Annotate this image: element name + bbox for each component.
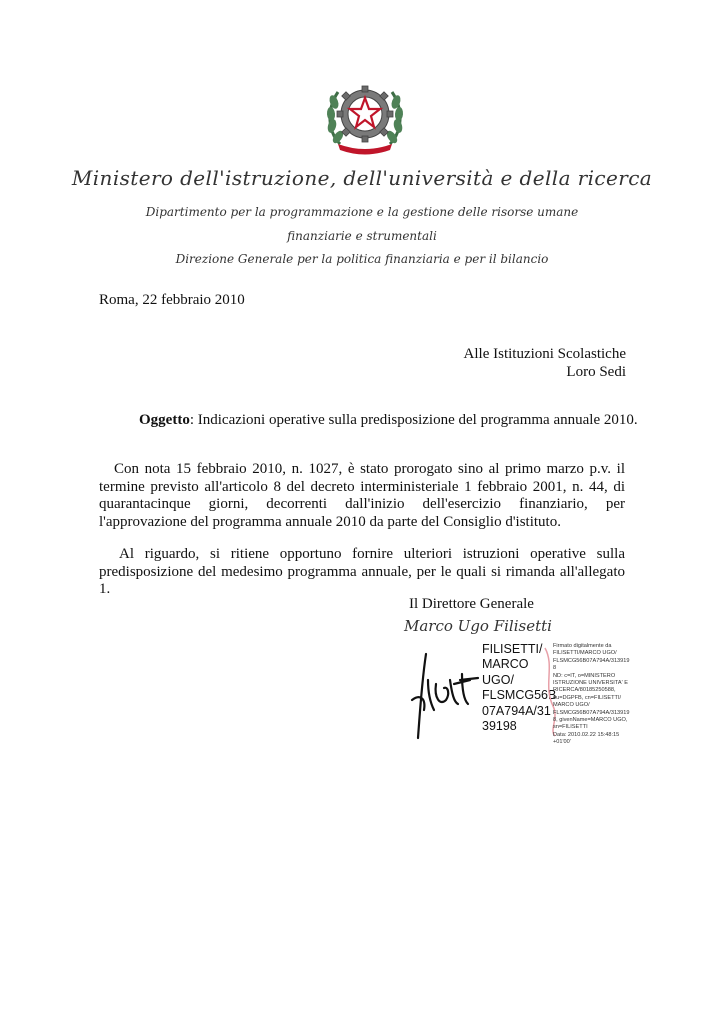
stamp-line: 07A794A/31 [482,703,551,718]
subject-text: : Indicazioni operative sulla predisposizione del programma annuale 2010. [189,412,638,428]
ministry-title: Ministero dell'istruzione, dell'università e della ricerca [71,166,653,190]
stamp-line: 39198 [482,719,517,734]
stamp-line: FILISETTI/ [482,642,543,656]
digital-line: RICERCA/80185250588, [553,687,616,694]
digital-signature-details [553,643,630,747]
digital-line: Data: 2010.02.22 15:48:15 [553,731,620,738]
recipient-line: Loro Sedi [566,364,626,380]
signatory-name: Marco Ugo Filisetti [404,617,552,635]
digital-line: ISTRUZIONE UNIVERSITA' E [553,680,628,687]
subject-line [139,412,638,429]
signatory-title: Il Direttore Generale [409,596,534,612]
directorate-name: Direzione Generale per la politica finanziaria e per il bilancio [175,252,549,266]
digital-line: FLSMCG56B07A794A/313919 [553,657,630,664]
recipient-line: Alle Istituzioni Scolastiche [463,346,626,362]
stamp-line: MARCO [482,657,529,672]
subject-label: Oggetto [139,412,190,428]
digital-line: 8 [553,665,557,672]
place-date: Roma, 22 febbraio 2010 [99,292,245,308]
stamp-line: UGO/ [482,672,514,687]
digital-line: MARCO UGO/ [553,702,590,709]
digital-line: Firmato digitalmente da [553,643,612,649]
digital-line: FLSMCG56B07A794A/313919 [553,709,630,716]
digital-line: sn=FILISETTI [553,724,588,731]
digital-line: ou=DGPFB, cn=FILISETTI/ [553,694,622,701]
recipients-block [464,345,626,381]
digital-line: 8, givenName=MARCO UGO, [553,717,628,724]
digital-line: ND: c=IT, o=MINISTERO [553,672,616,679]
stamp-line: FLSMCG56B [482,688,557,703]
handwritten-signature [406,650,482,742]
digital-line: +01'00' [553,739,571,746]
department-name: Dipartimento per la programmazione e la gestione delle risorse umane finanziarie e strumentali [145,205,579,243]
body-paragraph-1: Con nota 15 febbraio 2010, n. 1027, è stato prorogato sino al primo marzo p.v. il termine previsto all'articolo 8 del decreto interministeriale 1 febbraio 2001, n. 44, di quarantacinque giorni, decorrenti dall'inizio dell'esercizio finanziario, per l'approvazione del programma annuale 2010 da parte del Consiglio d'istituto. [99,461,625,530]
republic-emblem-icon [322,80,408,156]
digital-line: FILISETTI/MARCO UGO/ [553,650,617,657]
body-paragraph-2: Al riguardo, si ritiene opportuno fornire ulteriori istruzioni operative sulla predisposizione del medesimo programma annuale, per le quali si rimanda all'allegato 1. [99,546,625,597]
